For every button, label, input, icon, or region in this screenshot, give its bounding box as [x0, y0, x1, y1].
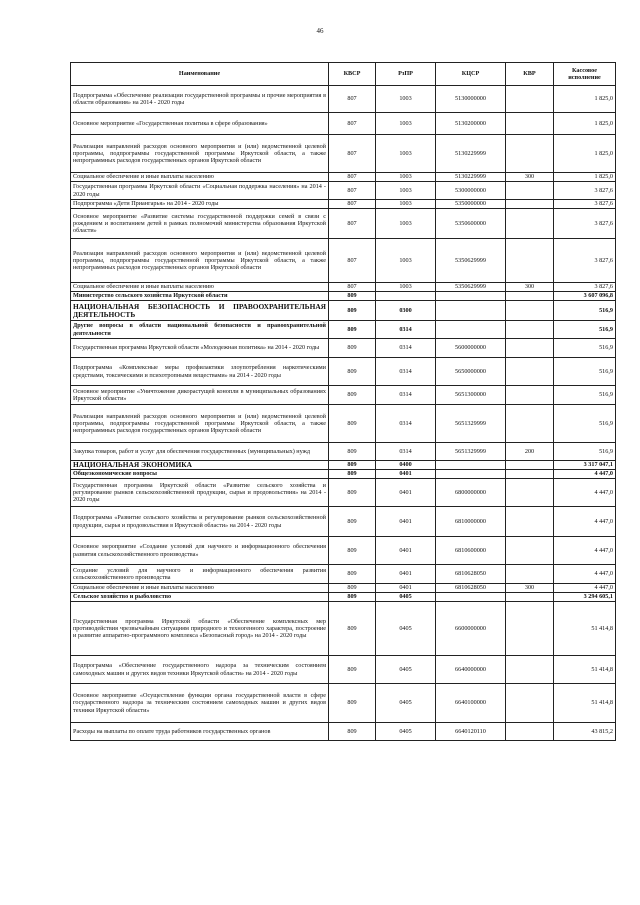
table-row [71, 239, 616, 283]
cell-kvr [506, 135, 554, 173]
table-row [71, 470, 616, 479]
table-row [71, 537, 616, 565]
cell-rzpr: 0405 [376, 723, 436, 741]
cell-kcsr [436, 461, 506, 470]
cell-kvr [506, 386, 554, 405]
cell-kvsr: 809 [329, 684, 376, 723]
cell-kvsr: 807 [329, 209, 376, 239]
cell-kcsr: 5130229999 [436, 135, 506, 173]
cell-kvsr: 809 [329, 656, 376, 684]
cell-rzpr: 1003 [376, 173, 436, 182]
cell-kvsr: 807 [329, 135, 376, 173]
cell-name: Основное мероприятие «Государственная политика в сфере образования» [71, 113, 329, 135]
cell-kcsr: 5651329999 [436, 405, 506, 443]
cell-kvsr: 809 [329, 723, 376, 741]
cell-kvr [506, 565, 554, 584]
cell-kcsr: 6640120110 [436, 723, 506, 741]
cell-rzpr: 0405 [376, 684, 436, 723]
cell-rzpr: 0401 [376, 565, 436, 584]
budget-execution-table [70, 62, 616, 741]
cell-sum: 3 827,6 [554, 283, 616, 292]
table-row [71, 405, 616, 443]
cell-kvsr: 807 [329, 182, 376, 200]
cell-sum: 4 447,0 [554, 584, 616, 593]
cell-kvr [506, 86, 554, 113]
cell-sum: 1 825,0 [554, 135, 616, 173]
cell-name: Государственная программа Иркутской области «Обеспечение комплексных мер противодействия чрезвычайным ситуациям природного и техногенного характера, построение и развитие аппаратно-программного комплекса «Безопасный город» на 2014 - 2020 годы [71, 602, 329, 656]
cell-name: Реализация направлений расходов основного мероприятия и (или) ведомственной целевой программы, подпрограммы государственной программы Иркутской области, а также непрограммных расходов государственных органов Иркутской области [71, 239, 329, 283]
cell-kvr [506, 239, 554, 283]
cell-sum: 516,9 [554, 443, 616, 461]
table-row [71, 113, 616, 135]
cell-rzpr: 0314 [376, 405, 436, 443]
table-row [71, 358, 616, 386]
cell-name: Расходы на выплаты по оплате труда работников государственных органов [71, 723, 329, 741]
table-row [71, 386, 616, 405]
cell-name: Социальное обеспечение и иные выплаты населению [71, 173, 329, 182]
table-row [71, 507, 616, 537]
cell-kvr [506, 602, 554, 656]
cell-name: Министерство сельского хозяйства Иркутской области [71, 292, 329, 301]
cell-kvr [506, 182, 554, 200]
cell-kvr [506, 405, 554, 443]
cell-sum: 1 825,0 [554, 113, 616, 135]
cell-rzpr: 0405 [376, 602, 436, 656]
cell-kvsr: 809 [329, 565, 376, 584]
cell-name: Реализация направлений расходов основного мероприятия и (или) ведомственной целевой программы, подпрограммы государственной программы Иркутской области, а также непрограммных расходов государственных органов Иркутской области [71, 135, 329, 173]
cell-kcsr: 5130200000 [436, 113, 506, 135]
cell-kvsr: 809 [329, 507, 376, 537]
cell-sum: 4 447,0 [554, 565, 616, 584]
cell-name: Основное мероприятие «Уничтожение дикорастущей конопли в муниципальных образованиях Иркутской области» [71, 386, 329, 405]
cell-name: Государственная программа Иркутской области «Социальная поддержка населения» на 2014 - 2020 годы [71, 182, 329, 200]
table-row [71, 443, 616, 461]
cell-sum: 3 827,6 [554, 239, 616, 283]
cell-kcsr: 6640000000 [436, 656, 506, 684]
cell-rzpr: 1003 [376, 200, 436, 209]
cell-kcsr: 6810600000 [436, 537, 506, 565]
cell-kcsr: 5350629999 [436, 283, 506, 292]
cell-name: Подпрограмма «Обеспечение государственного надзора за техническим состоянием самоходных машин и других видов техники Иркутской области» на 2014 - 2020 годы [71, 656, 329, 684]
table-row [71, 135, 616, 173]
cell-kcsr: 5651329999 [436, 443, 506, 461]
cell-name: Общеэкономические вопросы [71, 470, 329, 479]
table-row [71, 182, 616, 200]
cell-sum: 1 825,0 [554, 86, 616, 113]
cell-kvr: 300 [506, 283, 554, 292]
cell-kvsr: 809 [329, 301, 376, 321]
table-header-row [71, 63, 616, 86]
cell-rzpr: 0314 [376, 358, 436, 386]
cell-name: НАЦИОНАЛЬНАЯ ЭКОНОМИКА [71, 461, 329, 470]
cell-kvsr: 807 [329, 200, 376, 209]
cell-sum: 3 294 605,1 [554, 593, 616, 602]
cell-kcsr: 6640100000 [436, 684, 506, 723]
cell-rzpr: 1003 [376, 209, 436, 239]
cell-kvr [506, 209, 554, 239]
cell-sum: 516,9 [554, 339, 616, 358]
cell-sum: 51 414,8 [554, 684, 616, 723]
cell-rzpr: 1003 [376, 113, 436, 135]
cell-sum: 3 607 096,8 [554, 292, 616, 301]
cell-kcsr: 5651300000 [436, 386, 506, 405]
cell-sum: 516,9 [554, 358, 616, 386]
header-kcsr: КЦСР [436, 63, 506, 86]
cell-rzpr: 1003 [376, 283, 436, 292]
cell-sum: 1 825,0 [554, 173, 616, 182]
table-row [71, 200, 616, 209]
cell-kvsr: 809 [329, 537, 376, 565]
cell-name: Подпрограмма «Развитие сельского хозяйства и регулирование рынков сельскохозяйственной продукции, сырья и продовольствия в Иркутской области» на 2014 - 2020 годы [71, 507, 329, 537]
cell-sum: 43 815,2 [554, 723, 616, 741]
cell-rzpr: 0401 [376, 537, 436, 565]
cell-kvr [506, 358, 554, 386]
cell-rzpr: 0401 [376, 584, 436, 593]
table-row [71, 339, 616, 358]
cell-name: Другие вопросы в области национальной безопасности и правоохранительной деятельности [71, 321, 329, 339]
cell-sum: 516,9 [554, 301, 616, 321]
cell-rzpr: 0314 [376, 339, 436, 358]
cell-kcsr: 6810000000 [436, 507, 506, 537]
cell-kvr [506, 537, 554, 565]
cell-kcsr: 5650000000 [436, 358, 506, 386]
cell-name: Закупка товаров, работ и услуг для обеспечения государственных (муниципальных) нужд [71, 443, 329, 461]
cell-sum: 3 827,6 [554, 182, 616, 200]
table-row [71, 602, 616, 656]
cell-kcsr [436, 301, 506, 321]
cell-kcsr: 6810628050 [436, 584, 506, 593]
cell-kvsr: 809 [329, 292, 376, 301]
table-row [71, 209, 616, 239]
cell-name: Подпрограмма «Обеспечение реализации государственной программы и прочие мероприятия в области образования» на 2014 - 2020 годы [71, 86, 329, 113]
cell-kvsr: 809 [329, 405, 376, 443]
cell-kvsr: 809 [329, 593, 376, 602]
cell-kvr [506, 301, 554, 321]
cell-kvr [506, 507, 554, 537]
cell-kvr [506, 656, 554, 684]
cell-name: Социальное обеспечение и иные выплаты населению [71, 584, 329, 593]
table-row [71, 584, 616, 593]
cell-kvsr: 807 [329, 239, 376, 283]
cell-kvsr: 807 [329, 86, 376, 113]
cell-kvr [506, 723, 554, 741]
table-body [71, 86, 616, 741]
cell-kvr [506, 321, 554, 339]
cell-name: Государственная программа Иркутской области «Развитие сельского хозяйства и регулирование рынков сельскохозяйственной продукции, сырья и продовольствия» на 2014 - 2020 годы [71, 479, 329, 507]
cell-name: Социальное обеспечение и иные выплаты населению [71, 283, 329, 292]
cell-sum: 3 827,6 [554, 209, 616, 239]
cell-name: Основное мероприятие «Создание условий для научного и информационного обеспечения развития сельскохозяйственного производства» [71, 537, 329, 565]
cell-kcsr: 5350000000 [436, 200, 506, 209]
cell-name: Сельское хозяйство и рыболовство [71, 593, 329, 602]
cell-kvr [506, 339, 554, 358]
header-kvr: КВР [506, 63, 554, 86]
header-sum: Кассовое исполнение [554, 63, 616, 86]
cell-sum: 4 447,0 [554, 479, 616, 507]
cell-kvr [506, 200, 554, 209]
table-row [71, 479, 616, 507]
cell-sum: 4 447,0 [554, 537, 616, 565]
cell-name: Государственная программа Иркутской области «Молодежная политика» на 2014 - 2020 годы [71, 339, 329, 358]
cell-rzpr: 0401 [376, 470, 436, 479]
table-row [71, 461, 616, 470]
cell-rzpr: 1003 [376, 135, 436, 173]
cell-rzpr: 0314 [376, 386, 436, 405]
cell-kcsr: 5600000000 [436, 339, 506, 358]
table-row [71, 321, 616, 339]
cell-kvsr: 809 [329, 386, 376, 405]
cell-kvsr: 807 [329, 173, 376, 182]
cell-sum: 51 414,8 [554, 602, 616, 656]
cell-kcsr: 5350629999 [436, 239, 506, 283]
cell-kvsr: 809 [329, 339, 376, 358]
header-kvsr: КВСР [329, 63, 376, 86]
table-row [71, 86, 616, 113]
cell-name: Подпрограмма «Комплексные меры профилактики злоупотребления наркотическими средствами, токсическими и психотропными веществами» на 2014 - 2020 годы [71, 358, 329, 386]
cell-sum: 51 414,8 [554, 656, 616, 684]
table-row [71, 292, 616, 301]
cell-kvr [506, 461, 554, 470]
cell-rzpr: 0405 [376, 656, 436, 684]
cell-kvsr: 809 [329, 461, 376, 470]
table-row [71, 301, 616, 321]
cell-kcsr: 6800000000 [436, 479, 506, 507]
table-row [71, 684, 616, 723]
table-row [71, 565, 616, 584]
table-row [71, 723, 616, 741]
cell-rzpr: 0401 [376, 479, 436, 507]
cell-name: НАЦИОНАЛЬНАЯ БЕЗОПАСНОСТЬ И ПРАВООХРАНИТЕЛЬНАЯ ДЕЯТЕЛЬНОСТЬ [71, 301, 329, 321]
cell-rzpr: 1003 [376, 239, 436, 283]
cell-name: Основное мероприятие «Развитие системы государственной поддержки семей в связи с рождением и воспитанием детей в рамках полномочий министерства образования Иркутской области» [71, 209, 329, 239]
cell-kcsr: 5130000000 [436, 86, 506, 113]
cell-kcsr: 5300000000 [436, 182, 506, 200]
cell-kcsr [436, 470, 506, 479]
cell-sum: 516,9 [554, 405, 616, 443]
page-number: 46 [316, 27, 324, 35]
cell-kcsr [436, 292, 506, 301]
cell-rzpr: 0401 [376, 507, 436, 537]
cell-kcsr: 5350600000 [436, 209, 506, 239]
cell-kvsr: 807 [329, 283, 376, 292]
cell-kvr: 200 [506, 443, 554, 461]
cell-kcsr: 6600000000 [436, 602, 506, 656]
cell-rzpr: 0405 [376, 593, 436, 602]
cell-rzpr: 0300 [376, 301, 436, 321]
header-name: Наименование [71, 63, 329, 86]
cell-kvsr: 809 [329, 584, 376, 593]
cell-kcsr [436, 593, 506, 602]
table-row [71, 173, 616, 182]
cell-kvsr: 809 [329, 602, 376, 656]
cell-kvr [506, 292, 554, 301]
cell-sum: 516,9 [554, 386, 616, 405]
cell-kvsr: 809 [329, 321, 376, 339]
cell-kvr [506, 593, 554, 602]
cell-sum: 4 447,0 [554, 507, 616, 537]
cell-kcsr [436, 321, 506, 339]
cell-kvr [506, 684, 554, 723]
cell-name: Основное мероприятие «Осуществление функции органа государственной власти в сфере государственного надзора за техническим состоянием самоходных машин и других видов техники Иркутской области» [71, 684, 329, 723]
cell-sum: 3 317 047,1 [554, 461, 616, 470]
cell-kvr [506, 113, 554, 135]
cell-kvsr: 807 [329, 113, 376, 135]
cell-kvsr: 809 [329, 358, 376, 386]
cell-name: Создание условий для научного и информационного обеспечения развития сельскохозяйственного производства [71, 565, 329, 584]
cell-kcsr: 6810628050 [436, 565, 506, 584]
cell-name: Реализация направлений расходов основного мероприятия и (или) ведомственной целевой программы, подпрограммы государственной программы Иркутской области, а также непрограммных расходов государственных органов Иркутской области [71, 405, 329, 443]
cell-sum: 516,9 [554, 321, 616, 339]
cell-name: Подпрограмма «Дети Приангарья» на 2014 - 2020 годы [71, 200, 329, 209]
table-row [71, 283, 616, 292]
header-rzpr: РзПР [376, 63, 436, 86]
cell-rzpr: 0314 [376, 443, 436, 461]
cell-rzpr: 1003 [376, 182, 436, 200]
cell-kvsr: 809 [329, 470, 376, 479]
cell-kvr [506, 470, 554, 479]
cell-rzpr: 0400 [376, 461, 436, 470]
cell-kcsr: 5130229999 [436, 173, 506, 182]
table-row [71, 593, 616, 602]
cell-kvsr: 809 [329, 443, 376, 461]
cell-rzpr: 1003 [376, 86, 436, 113]
cell-rzpr: 0314 [376, 321, 436, 339]
cell-kvr [506, 479, 554, 507]
cell-kvr: 300 [506, 584, 554, 593]
cell-sum: 3 827,6 [554, 200, 616, 209]
cell-sum: 4 447,0 [554, 470, 616, 479]
table-row [71, 656, 616, 684]
cell-rzpr [376, 292, 436, 301]
cell-kvr: 300 [506, 173, 554, 182]
cell-kvsr: 809 [329, 479, 376, 507]
